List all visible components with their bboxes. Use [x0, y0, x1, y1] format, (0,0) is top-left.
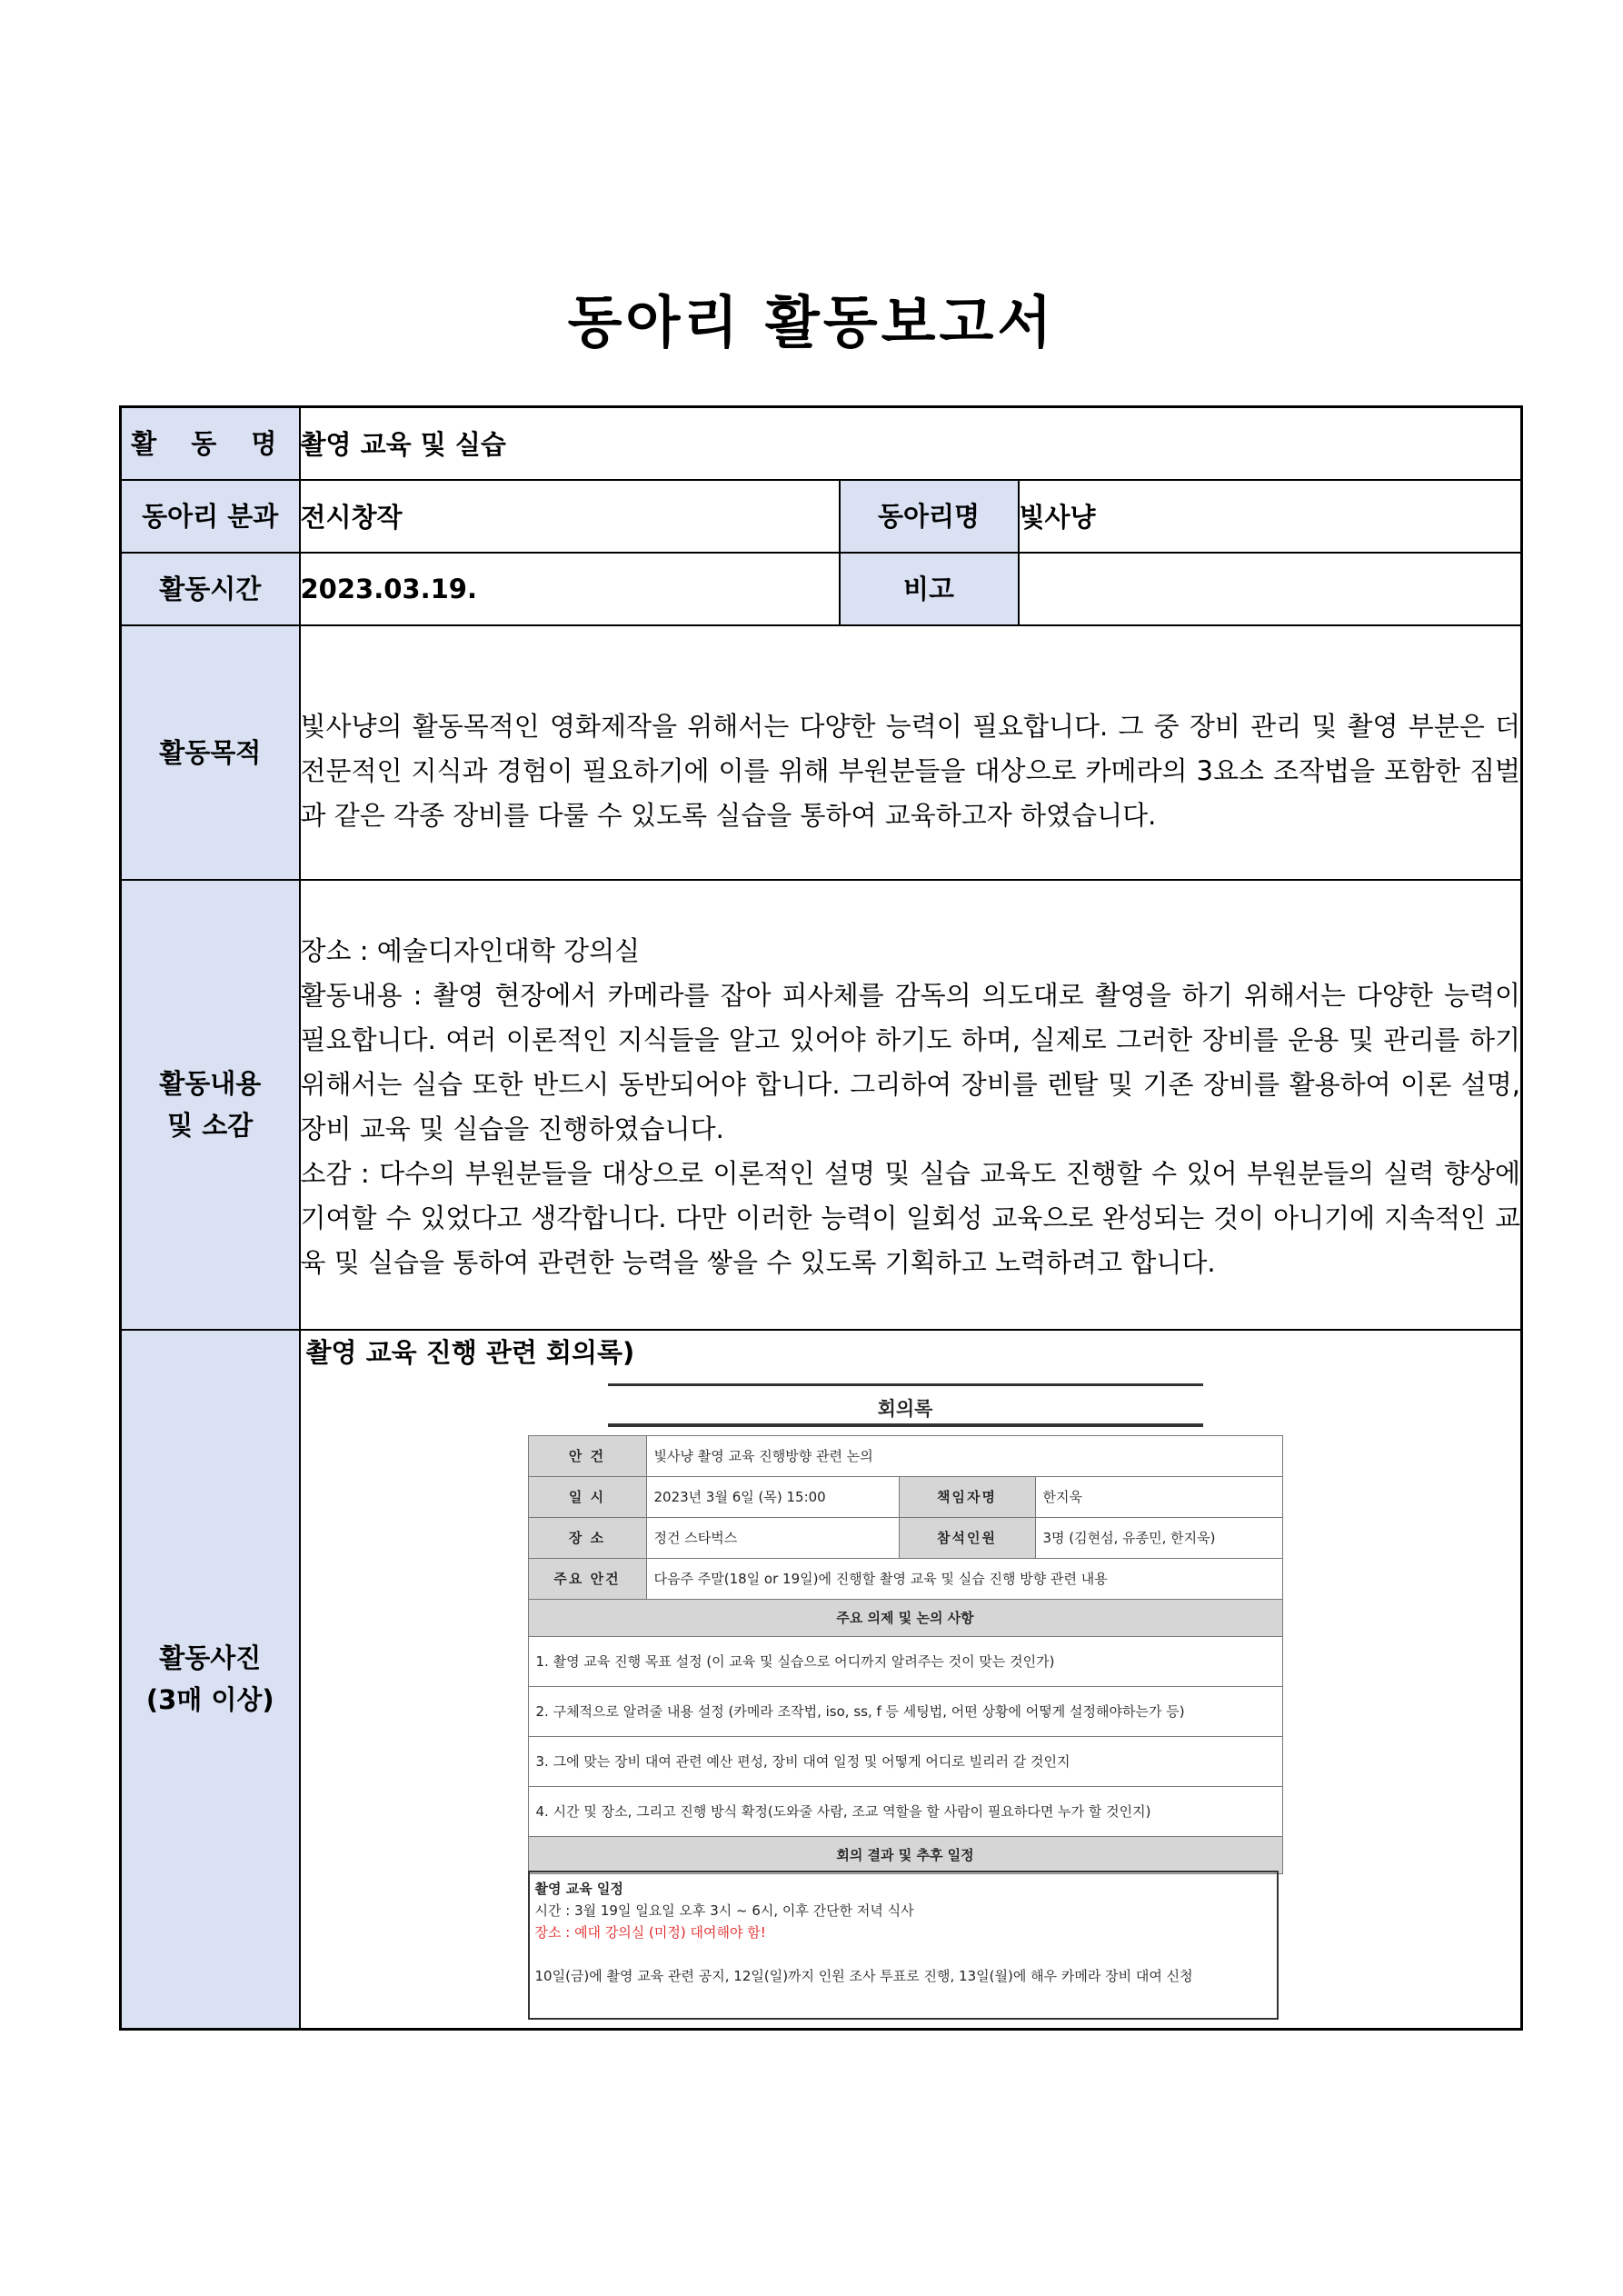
minutes-agenda: 빛사냥 촬영 교육 진행방향 관련 논의 [646, 1435, 1282, 1476]
activity-name-value: 촬영 교육 및 실습 [300, 407, 1522, 480]
minutes-bottom-rule [608, 1423, 1203, 1427]
schedule-place: 장소 : 예대 강의실 (미정) 대여해야 함! [534, 1923, 766, 1941]
minutes-schedule [528, 1871, 1279, 2020]
minutes-topic: 3. 그에 맞는 장비 대여 관련 예산 편성, 장비 대여 일정 및 어떻게 어디로 빌리러 갈 것인지 [528, 1736, 1282, 1786]
minutes-main: 다음주 주말(18일 or 19일)에 진행할 촬영 교육 및 실습 진행 방향 관련 내용 [646, 1558, 1282, 1599]
row-purpose [121, 625, 1522, 880]
photos-label: 활동사진 (3매 이상) [121, 1330, 300, 2030]
row-division [121, 480, 1522, 553]
purpose-text: 빛사냥의 활동목적인 영화제작을 위해서는 다양한 능력이 필요합니다. 그 중 장비 관리 및 촬영 부분은 더 전문적인 지식과 경험이 필요하기에 이를 위해 부원분들을 대상으로 카메라의 3요소 조작법을 포함한 짐벌과 같은 각종 장비를 다룰 수 있도록 실습을 통하여 교육하고자 하였습니다. [300, 625, 1522, 880]
club-name-label: 동아리명 [840, 480, 1019, 553]
minutes-owner: 한지욱 [1035, 1476, 1282, 1517]
minutes-topics-header: 주요 의제 및 논의 사항 [528, 1599, 1282, 1636]
time-label: 활동시간 [121, 553, 300, 625]
remarks-value [1019, 553, 1522, 625]
row-time [121, 553, 1522, 625]
report-table [119, 405, 1523, 2031]
minutes-agenda-label: 안 건 [528, 1435, 646, 1476]
minutes-top-rule [608, 1383, 1203, 1386]
club-name-value: 빛사냥 [1019, 480, 1522, 553]
minutes-image [528, 1376, 1282, 2023]
content-impression: 소감 : 다수의 부원분들을 대상으로 이론적인 설명 및 실습 교육도 진행할 수 있어 부원분들의 실력 향상에 기여할 수 있었다고 생각합니다. 다만 이러한 능력이 일회성 교육으로 완성되는 것이 아니기에 지속적인 교육 및 실습을 통하여 관련한 능력을 쌓을 수 있도록 기획하고 노력하려고 합니다. [300, 1158, 1520, 1278]
photos-cell [300, 1330, 1522, 2030]
time-value: 2023.03.19. [300, 553, 840, 625]
minutes-topic: 4. 시간 및 장소, 그리고 진행 방식 확정(도와줄 사람, 조교 역할을 할 사람이 필요하다면 누가 할 것인지) [528, 1786, 1282, 1836]
division-value: 전시창작 [300, 480, 840, 553]
row-content [121, 880, 1522, 1330]
minutes-title: 회의록 [877, 1397, 933, 1420]
content-place: 장소 : 예술디자인대학 강의실 [300, 935, 641, 966]
row-activity-name [121, 407, 1522, 480]
minutes-place: 정건 스타벅스 [646, 1517, 899, 1558]
content-label: 활동내용 및 소감 [121, 880, 300, 1330]
remarks-label: 비고 [840, 553, 1019, 625]
minutes-attendees-label: 참석인원 [899, 1517, 1035, 1558]
division-label: 동아리 분과 [121, 480, 300, 553]
minutes-topic: 1. 촬영 교육 진행 목표 설정 (이 교육 및 실습으로 어디까지 알려주는 것이 맞는 것인가) [528, 1636, 1282, 1686]
minutes-topic: 2. 구체적으로 알려줄 내용 설정 (카메라 조작법, iso, ss, f 등 세팅법, 어떤 상황에 어떻게 설정해야하는가 등) [528, 1686, 1282, 1736]
purpose-label: 활동목적 [121, 625, 300, 880]
activity-name-label: 활 동 명 [121, 407, 300, 480]
minutes-table [528, 1435, 1283, 1874]
schedule-note: 10일(금)에 촬영 교육 관련 공지, 12일(일)까지 인원 조사 투표로 진행, 13일(월)에 해우 카메라 장비 대여 신청 [534, 1967, 1193, 1984]
minutes-results-header: 회의 결과 및 추후 일정 [528, 1836, 1282, 1873]
content-details: 활동내용 : 촬영 현장에서 카메라를 잡아 피사체를 감독의 의도대로 촬영을 하기 위해서는 다양한 능력이 필요합니다. 여러 이론적인 지식들을 알고 있어야 하기도 하며, 실제로 그러한 장비를 운용 및 관리를 하기 위해서는 실습 또한 반드시 동반되어야 합니다. 그리하여 장비를 렌탈 및 기존 장비를 활용하여 이론 설명, 장비 교육 및 실습을 진행하였습니다. [300, 980, 1520, 1144]
schedule-title: 촬영 교육 일정 [534, 1880, 623, 1897]
photos-caption: 촬영 교육 진행 관련 회의록) [305, 1336, 635, 1368]
minutes-date-label: 일 시 [528, 1476, 646, 1517]
minutes-place-label: 장 소 [528, 1517, 646, 1558]
minutes-owner-label: 책임자명 [899, 1476, 1035, 1517]
minutes-main-label: 주요 안건 [528, 1558, 646, 1599]
content-text [300, 880, 1522, 1330]
row-photos [121, 1330, 1522, 2030]
minutes-date: 2023년 3월 6일 (목) 15:00 [646, 1476, 899, 1517]
page-title: 동아리 활동보고서 [567, 289, 1056, 355]
schedule-time: 시간 : 3월 19일 일요일 오후 3시 ~ 6시, 이후 간단한 저녁 식사 [534, 1902, 914, 1919]
minutes-attendees: 3명 (김현섬, 유종민, 한지욱) [1035, 1517, 1282, 1558]
